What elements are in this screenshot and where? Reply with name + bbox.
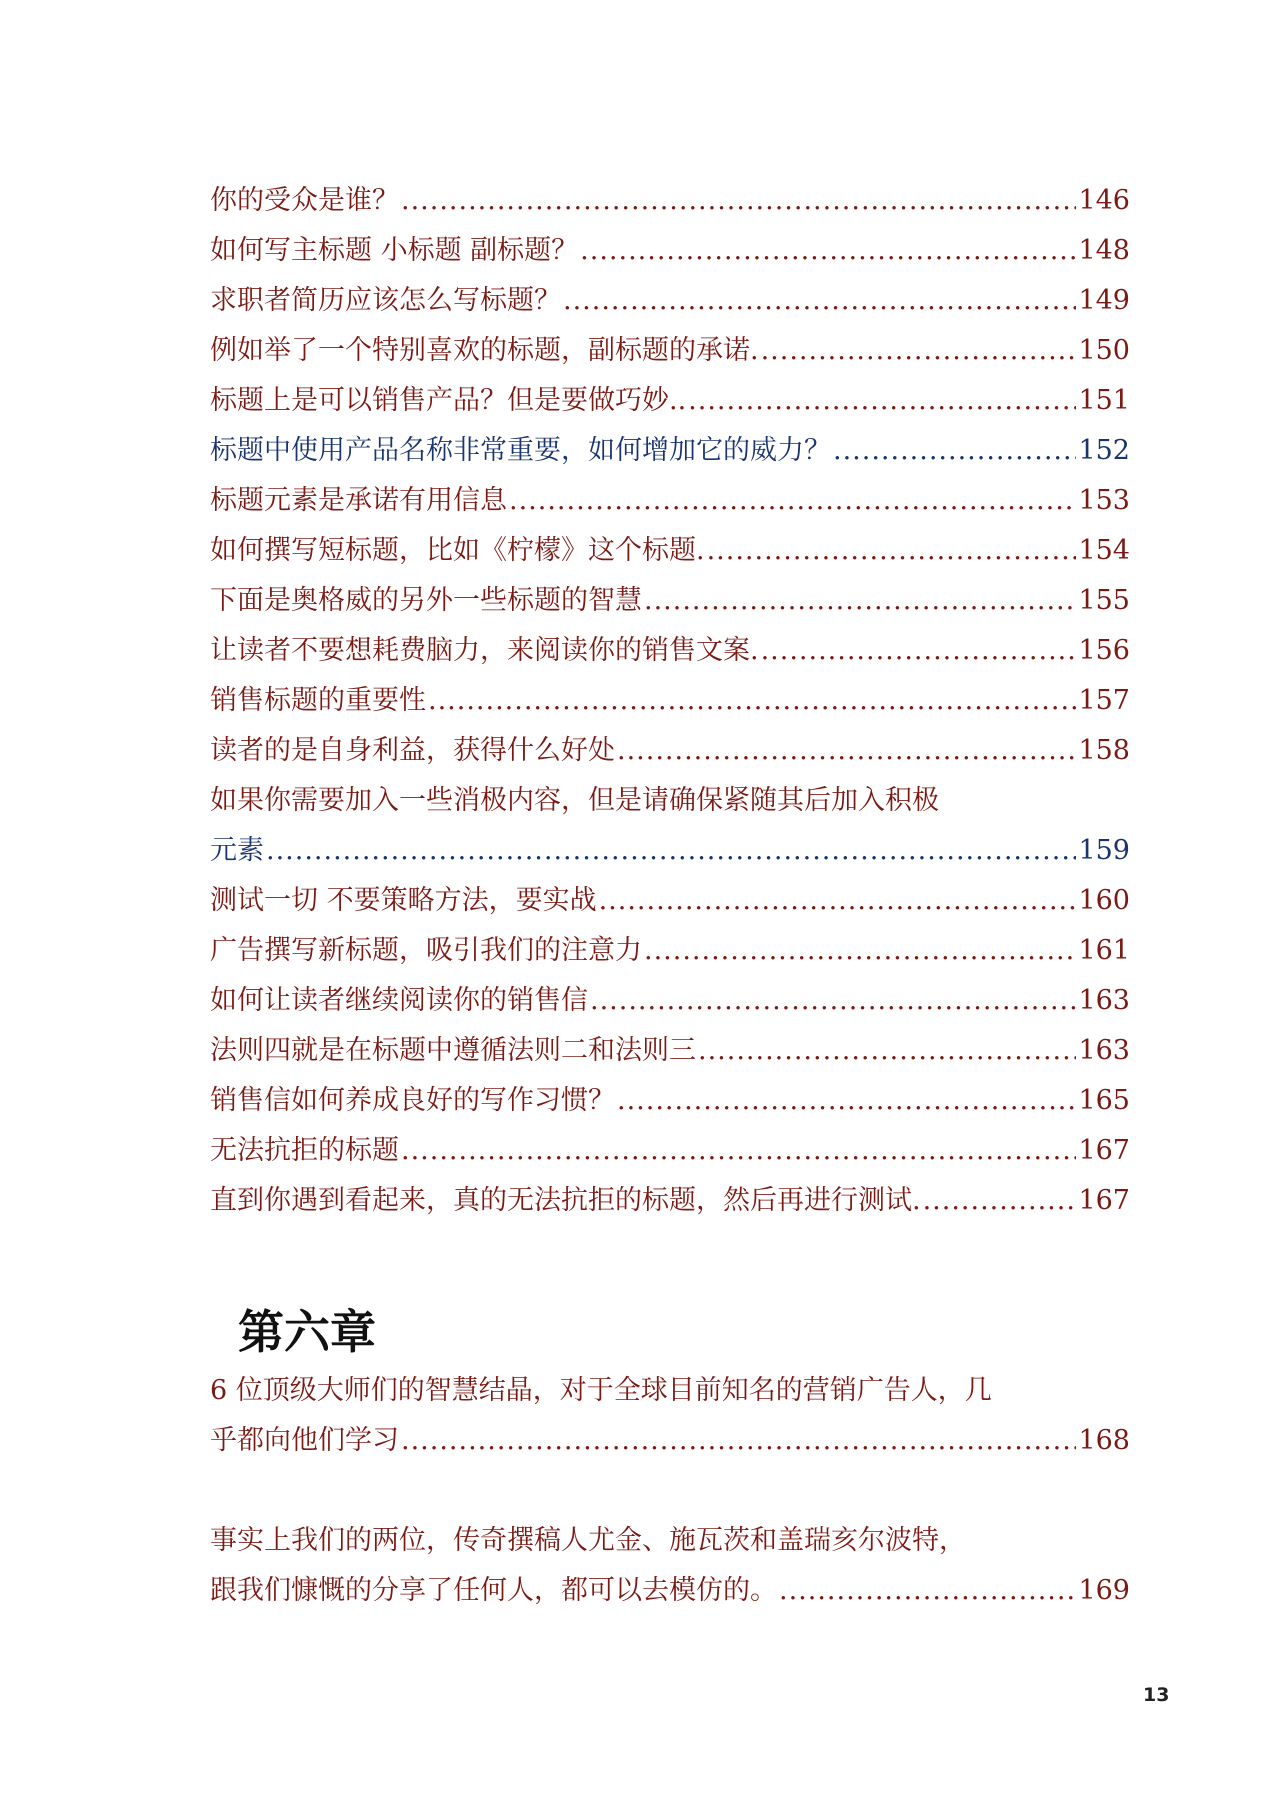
- toc-entry-page: 159: [1078, 835, 1130, 866]
- toc-entry-page: 153: [1078, 485, 1130, 516]
- toc-entry-page: 157: [1078, 685, 1130, 716]
- toc-entry-page: 168: [1078, 1425, 1130, 1456]
- toc-entry[interactable]: [210, 634, 1130, 668]
- toc-entry-title: 无法抗拒的标题: [210, 1135, 399, 1166]
- page-number: 13: [1143, 1684, 1170, 1706]
- toc-entry[interactable]: [210, 1084, 1130, 1118]
- toc-entry[interactable]: [210, 734, 1130, 768]
- dot-leader: [779, 1574, 1076, 1608]
- chapter-entry-first-line[interactable]: 事实上我们的两位，传奇撰稿人尤金、施瓦茨和盖瑞亥尔波特，: [210, 1525, 966, 1556]
- toc-entry-title: 求职者简历应该怎么写标题？: [210, 285, 561, 316]
- dot-leader: [688, 384, 1076, 418]
- dot-leader: [509, 484, 1076, 518]
- toc-entry-page: 149: [1078, 285, 1130, 316]
- toc-entry[interactable]: [210, 234, 1130, 268]
- toc-entry-page: 169: [1078, 1575, 1130, 1606]
- dot-leader: [590, 984, 1076, 1018]
- toc-entry-page: 151: [1078, 385, 1130, 416]
- toc-entry[interactable]: [210, 1574, 1130, 1608]
- toc-entry[interactable]: [210, 884, 1130, 918]
- dot-leader: [599, 884, 1077, 918]
- toc-entry-title: 你的受众是谁？: [210, 185, 399, 216]
- dot-leader: [617, 1084, 1076, 1118]
- toc-entry-title: 标题上是可以销售产品？但是要做巧妙..: [210, 385, 687, 416]
- toc-entry[interactable]: [210, 934, 1130, 968]
- toc-entry[interactable]: [210, 1134, 1130, 1168]
- toc-entry-title: 如何写主标题 小标题 副标题？: [210, 235, 579, 266]
- dot-leader: [428, 684, 1076, 718]
- dot-leader: [401, 1134, 1076, 1168]
- toc-entry-title: 广告撰写新标题，吸引我们的注意力: [210, 935, 642, 966]
- dot-leader: [266, 834, 1076, 868]
- toc-entry-title: 元素: [210, 835, 264, 866]
- dot-leader: [707, 534, 1077, 568]
- dot-leader: [761, 334, 1077, 368]
- toc-entry-title: 乎都向他们学习: [210, 1425, 399, 1456]
- toc-entry-page: 161: [1078, 935, 1130, 966]
- toc-entry-page: 163: [1078, 985, 1130, 1016]
- toc-entry-page: 167: [1078, 1135, 1130, 1166]
- toc-entry-page: 148: [1078, 235, 1130, 266]
- toc-entry-title: 测试一切 不要策略方法，要实战: [210, 885, 597, 916]
- toc-entry-title: 读者的是自身利益，获得什么好处: [210, 735, 615, 766]
- dot-leader: [563, 284, 1076, 318]
- toc-entry-page: 158: [1078, 735, 1130, 766]
- toc-entry-title: 标题元素是承诺有用信息: [210, 485, 507, 516]
- toc-entry[interactable]: [210, 1184, 1130, 1218]
- dot-leader: [401, 1424, 1076, 1458]
- toc-entry[interactable]: [210, 584, 1130, 618]
- dot-leader: [761, 634, 1077, 668]
- toc-entry-title: 销售标题的重要性: [210, 685, 426, 716]
- toc-entry-page: 167: [1078, 1185, 1130, 1216]
- dot-leader: [401, 184, 1076, 218]
- toc-entry[interactable]: [210, 534, 1130, 568]
- toc-entry[interactable]: [210, 984, 1130, 1018]
- dot-leader: [833, 434, 1076, 468]
- dot-leader: [644, 584, 1076, 618]
- toc-entry-title: 例如举了一个特别喜欢的标题，副标题的承诺.: [210, 335, 759, 366]
- toc-entry-title: 法则四就是在标题中遵循法则二和法则三: [210, 1035, 696, 1066]
- toc-entry[interactable]: [210, 434, 1130, 468]
- toc-entry-page: 160: [1078, 885, 1130, 916]
- toc-entry[interactable]: [210, 834, 1130, 868]
- toc-entry[interactable]: [210, 334, 1130, 368]
- toc-entry[interactable]: [210, 384, 1130, 418]
- toc-entry-page: 165: [1078, 1085, 1130, 1116]
- toc-entry[interactable]: [210, 1424, 1130, 1458]
- toc-entry[interactable]: [210, 684, 1130, 718]
- toc-entry[interactable]: [210, 1034, 1130, 1068]
- toc-entry-title: 如何让读者继续阅读你的销售信: [210, 985, 588, 1016]
- toc-entry-title: 下面是奥格威的另外一些标题的智慧: [210, 585, 642, 616]
- toc-entry-title: 让读者不要想耗费脑力，来阅读你的销售文案.: [210, 635, 759, 666]
- toc-entry-page: 152: [1078, 435, 1130, 466]
- dot-leader: [644, 934, 1076, 968]
- toc-entry-title: 标题中使用产品名称非常重要，如何增加它的威力？: [210, 435, 831, 466]
- toc-entry[interactable]: [210, 284, 1130, 318]
- toc-entry-page: 163: [1078, 1035, 1130, 1066]
- toc-entry-page: 156: [1078, 635, 1130, 666]
- toc-entry-page: 150: [1078, 335, 1130, 366]
- chapter-entry-first-line[interactable]: 6 位顶级大师们的智慧结晶，对于全球目前知名的营销广告人，几: [210, 1375, 992, 1406]
- toc-entry-title: 跟我们慷慨的分享了任何人，都可以去模仿的。: [210, 1575, 777, 1606]
- dot-leader: [580, 234, 1076, 268]
- chapter-title: 第六章: [238, 1305, 376, 1359]
- toc-entry-title: 销售信如何养成良好的写作习惯？: [210, 1085, 615, 1116]
- toc-entry-multiline-first[interactable]: 如果你需要加入一些消极内容，但是请确保紧随其后加入积极: [210, 785, 939, 816]
- dot-leader: [698, 1034, 1076, 1068]
- toc-entry-page: 154: [1078, 535, 1130, 566]
- toc-entry-title: 如何撰写短标题，比如《柠檬》这个标题.: [210, 535, 705, 566]
- toc-entry-page: 146: [1078, 185, 1130, 216]
- toc-entry[interactable]: [210, 184, 1130, 218]
- dot-leader: [617, 734, 1076, 768]
- toc-entry-page: 155: [1078, 585, 1130, 616]
- dot-leader: [923, 1184, 1077, 1218]
- toc-entry[interactable]: [210, 484, 1130, 518]
- toc-entry-title: 直到你遇到看起来，真的无法抗拒的标题，然后再进行测试.: [210, 1185, 921, 1216]
